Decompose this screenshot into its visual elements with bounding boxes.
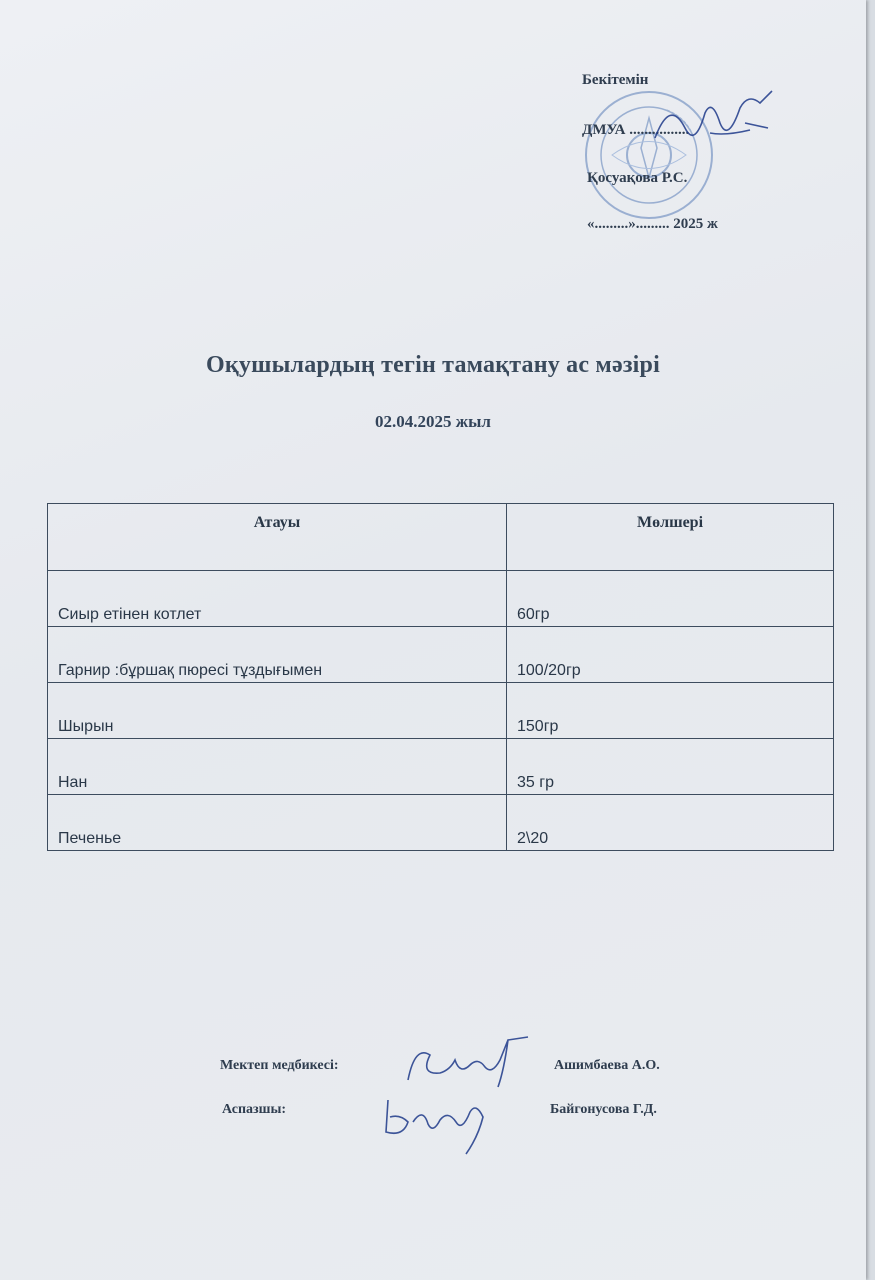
table-row	[48, 571, 834, 627]
dish-amount: 35 гр	[507, 739, 834, 795]
director-signature	[650, 88, 780, 158]
dish-amount: 2\20	[507, 795, 834, 851]
dish-amount: 100/20гр	[507, 627, 834, 683]
column-header-name: Атауы	[48, 504, 507, 571]
dish-name: Нан	[48, 739, 507, 795]
dish-name: Гарнир :бұршақ пюресі тұздығымен	[48, 627, 507, 683]
cook-label: Аспазшы:	[222, 1102, 287, 1117]
approval-director-name: Қосуақова Р.С.	[587, 170, 688, 186]
approval-date: «.........»......... 2025 ж	[587, 216, 718, 232]
nurse-label: Мектеп медбикесі:	[220, 1058, 339, 1073]
table-row	[48, 683, 834, 739]
dish-name: Печенье	[48, 795, 507, 851]
nurse-name: Ашимбаева А.О.	[554, 1058, 660, 1073]
cook-name: Байгонусова Г.Д.	[550, 1102, 657, 1117]
menu-table	[47, 503, 834, 851]
table-header-row	[48, 504, 834, 571]
dish-amount: 60гр	[507, 571, 834, 627]
nurse-signature	[400, 1035, 535, 1095]
dish-name: Сиыр етінен котлет	[48, 571, 507, 627]
page-title: Оқушылардың тегін тамақтану ас мәзірі	[206, 352, 660, 378]
table-row	[48, 739, 834, 795]
dish-name: Шырын	[48, 683, 507, 739]
document-date: 02.04.2025 жыл	[375, 412, 491, 431]
approval-heading: Бекітемін	[582, 72, 649, 88]
column-header-amount: Мөлшері	[507, 504, 834, 571]
cook-signature	[378, 1092, 498, 1157]
dish-amount: 150гр	[507, 683, 834, 739]
approval-position: ДМУА ................	[582, 122, 690, 138]
table-row	[48, 795, 834, 851]
table-row	[48, 627, 834, 683]
